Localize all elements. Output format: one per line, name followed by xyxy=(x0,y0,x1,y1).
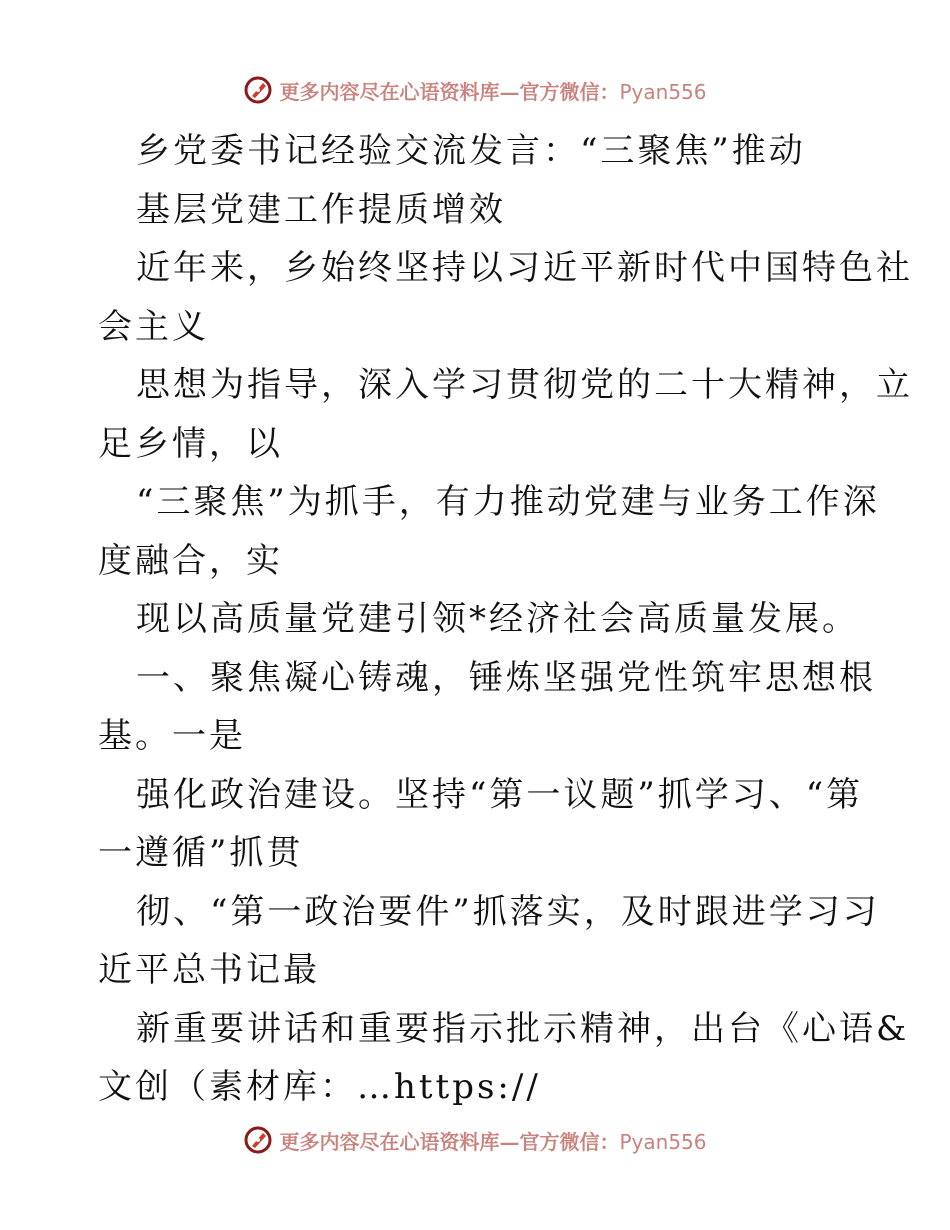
document-line: 度融合，实 xyxy=(98,540,283,581)
document-line: 会主义 xyxy=(98,306,209,347)
document-line: 近年来，乡始终坚持以习近平新时代中国特色社 xyxy=(136,248,913,288)
banner-slogan: 更多内容尽在心语资料库 xyxy=(279,79,500,104)
banner-text xyxy=(279,1126,706,1155)
header-banner xyxy=(0,70,950,110)
banner-wechat-label: 官方微信： xyxy=(519,1129,620,1154)
banner-wechat-label: 官方微信： xyxy=(519,79,620,104)
document-line: 一遵循”抓贯 xyxy=(98,833,304,873)
document-line: “三聚焦”为抓手，有力推动党建与业务工作深 xyxy=(136,482,880,522)
document-line: 足乡情，以 xyxy=(98,423,283,464)
document-line: 新重要讲话和重要指示批示精神，出台《心语& xyxy=(136,1008,910,1049)
document-line: 基。一是 xyxy=(98,716,246,756)
banner-dash: — xyxy=(499,79,520,104)
document-line: 彻、“第一政治要件”抓落实，及时跟进学习习 xyxy=(136,891,880,932)
document-line: 近平总书记最 xyxy=(98,950,320,990)
document-line: 一、聚焦凝心铸魂，锤炼坚强党性筑牢思想根 xyxy=(136,657,876,698)
document-line: 现以高质量党建引领*经济社会高质量发展。 xyxy=(136,599,859,639)
document-line: 思想为指导，深入学习贯彻党的二十大精神，立 xyxy=(136,365,913,405)
banner-wechat-id: Pyan556 xyxy=(619,79,707,104)
banner-dash: — xyxy=(499,1129,520,1154)
document-line: 强化政治建设。坚持“第一议题”抓学习、“第 xyxy=(136,774,864,815)
brand-logo-icon xyxy=(243,1125,273,1155)
banner-slogan: 更多内容尽在心语资料库 xyxy=(279,1129,500,1154)
footer-banner xyxy=(0,1120,950,1160)
banner-wechat-id: Pyan556 xyxy=(619,1129,707,1154)
document-line: 文创（素材库：…https:// xyxy=(98,1067,541,1107)
brand-logo-icon xyxy=(243,75,273,105)
document-line: 基层党建工作提质增效 xyxy=(136,189,506,230)
document-line: 乡党委书记经验交流发言：“三聚焦”推动 xyxy=(136,131,806,171)
document-body xyxy=(98,122,913,1117)
banner-text xyxy=(279,76,706,105)
